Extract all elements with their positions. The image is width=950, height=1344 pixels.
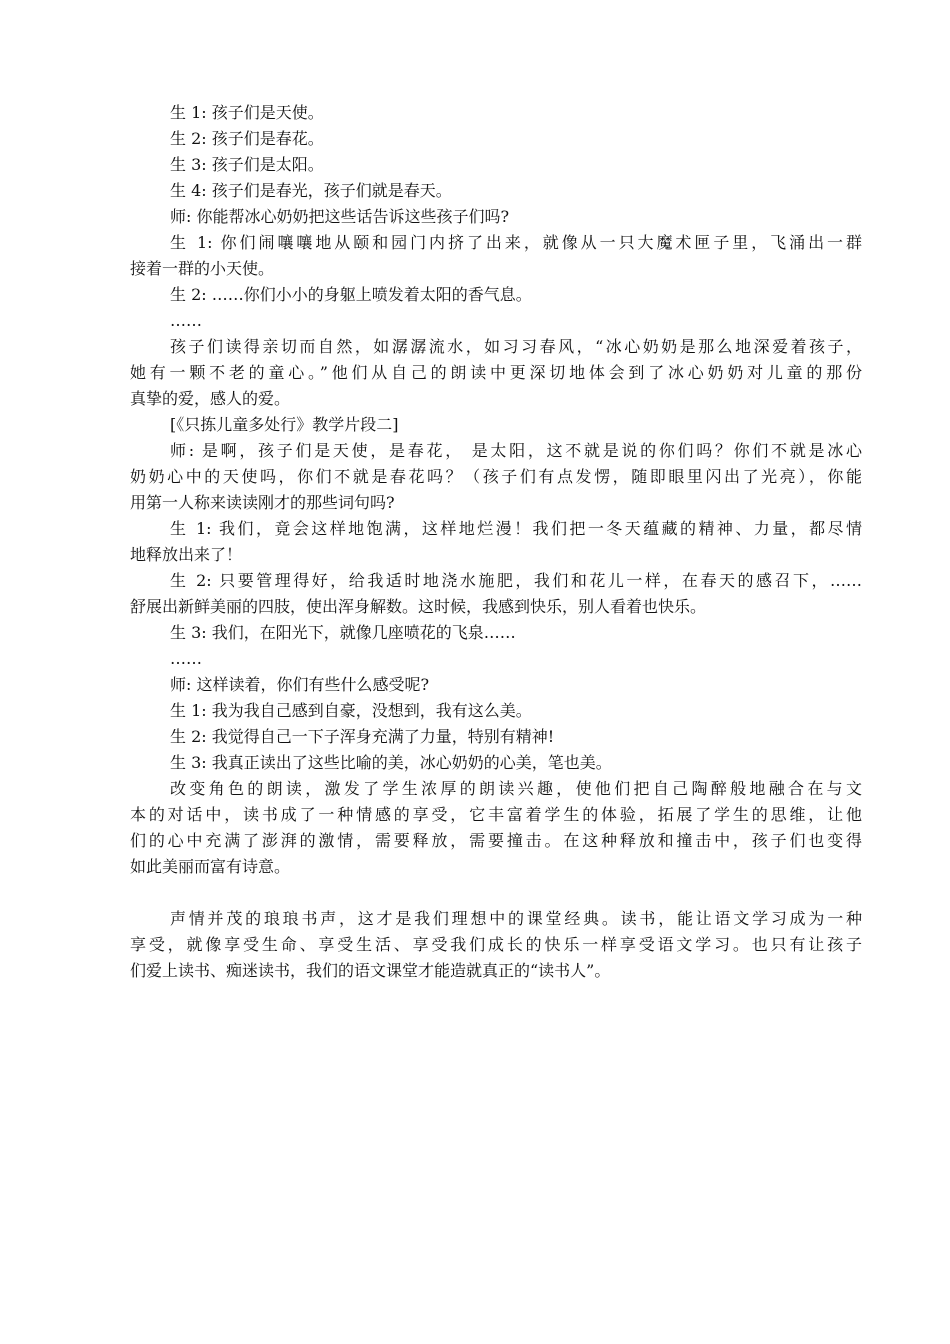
text-line: 改变角色的朗读，激发了学生浓厚的朗读兴趣，使他们把自己陶醉般地融合在与文 <box>170 779 862 798</box>
text-line: 生 1: 我为我自己感到自豪，没想到，我有这么美。 <box>170 701 532 720</box>
text-line: 生 4: 孩子们是春光，孩子们就是春天。 <box>170 181 452 200</box>
text-line: 享受，就像享受生命、享受生活、享受我们成长的快乐一样享受语文学习。也只有让孩子 <box>130 935 862 954</box>
text-line: 师: 你能帮冰心奶奶把这些话告诉这些孩子们吗? <box>170 207 510 226</box>
text-line: 用第一人称来读读刚才的那些词句吗? <box>130 493 395 512</box>
text-line: 舒展出新鲜美丽的四肢，使出浑身解数。这时候，我感到快乐，别人看着也快乐。 <box>130 597 707 616</box>
text-line: 生 2: 孩子们是春花。 <box>170 129 324 148</box>
text-line: 生 3: 我真正读出了这些比喻的美，冰心奶奶的心美，笔也美。 <box>170 753 612 772</box>
text-line: 生 2: 我觉得自己一下子浑身充满了力量，特别有精神! <box>170 727 555 746</box>
text-line: …… <box>170 311 202 330</box>
text-line: 接着一群的小天使。 <box>130 259 275 278</box>
text-line: 生 1: 你们闹嚷嚷地从颐和园门内挤了出来，就像从一只大魔术匣子里，飞涌出一群 <box>170 233 862 252</box>
text-line: 们爱上读书、痴迷读书，我们的语文课堂才能造就真正的“读书人”。 <box>130 961 611 980</box>
text-line: …… <box>170 649 202 668</box>
text-line: 生 2: 只要管理得好，给我适时地浇水施肥，我们和花儿一样，在春天的感召下，…… <box>170 571 862 590</box>
text-line: 如此美丽而富有诗意。 <box>130 857 291 876</box>
text-line: 师: 是啊，孩子们是天使，是春花， 是太阳，这不就是说的你们吗？你们不就是冰心 <box>170 441 862 460</box>
text-line: 们的心中充满了澎湃的激情，需要释放，需要撞击。在这种释放和撞击中，孩子们也变得 <box>130 831 862 850</box>
text-line: 她有一颗不老的童心。”他们从自己的朗读中更深切地体会到了冰心奶奶对儿童的那份 <box>130 363 862 382</box>
text-line: 声情并茂的琅琅书声，这才是我们理想中的课堂经典。读书，能让语文学习成为一种 <box>170 909 862 928</box>
text-line: 真挚的爱，感人的爱。 <box>130 389 291 408</box>
text-line: 本的对话中，读书成了一种情感的享受，它丰富着学生的体验，拓展了学生的思维，让他 <box>130 805 862 824</box>
document-body <box>130 100 862 984</box>
text-line: 奶奶心中的天使吗，你们不就是春花吗？（孩子们有点发愣，随即眼里闪出了光亮），你能 <box>130 467 862 486</box>
text-line: 师: 这样读着，你们有些什么感受呢? <box>170 675 430 694</box>
text-line: 生 3: 我们，在阳光下，就像几座喷花的飞泉…… <box>170 623 516 642</box>
text-line: [《只拣儿童多处行》教学片段二] <box>170 415 399 434</box>
text-line: 孩子们读得亲切而自然，如潺潺流水，如习习春风，“冰心奶奶是那么地深爱着孩子， <box>170 337 862 356</box>
text-line: 生 3: 孩子们是太阳。 <box>170 155 324 174</box>
text-line: 生 1: 我们，竟会这样地饱满，这样地烂漫！我们把一冬天蕴藏的精神、力量，都尽情 <box>170 519 862 538</box>
text-line: 生 2: ……你们小小的身躯上喷发着太阳的香气息。 <box>170 285 532 304</box>
text-line: 生 1: 孩子们是天使。 <box>170 103 324 122</box>
text-line: 地释放出来了！ <box>130 545 243 564</box>
blank-line <box>130 880 862 906</box>
